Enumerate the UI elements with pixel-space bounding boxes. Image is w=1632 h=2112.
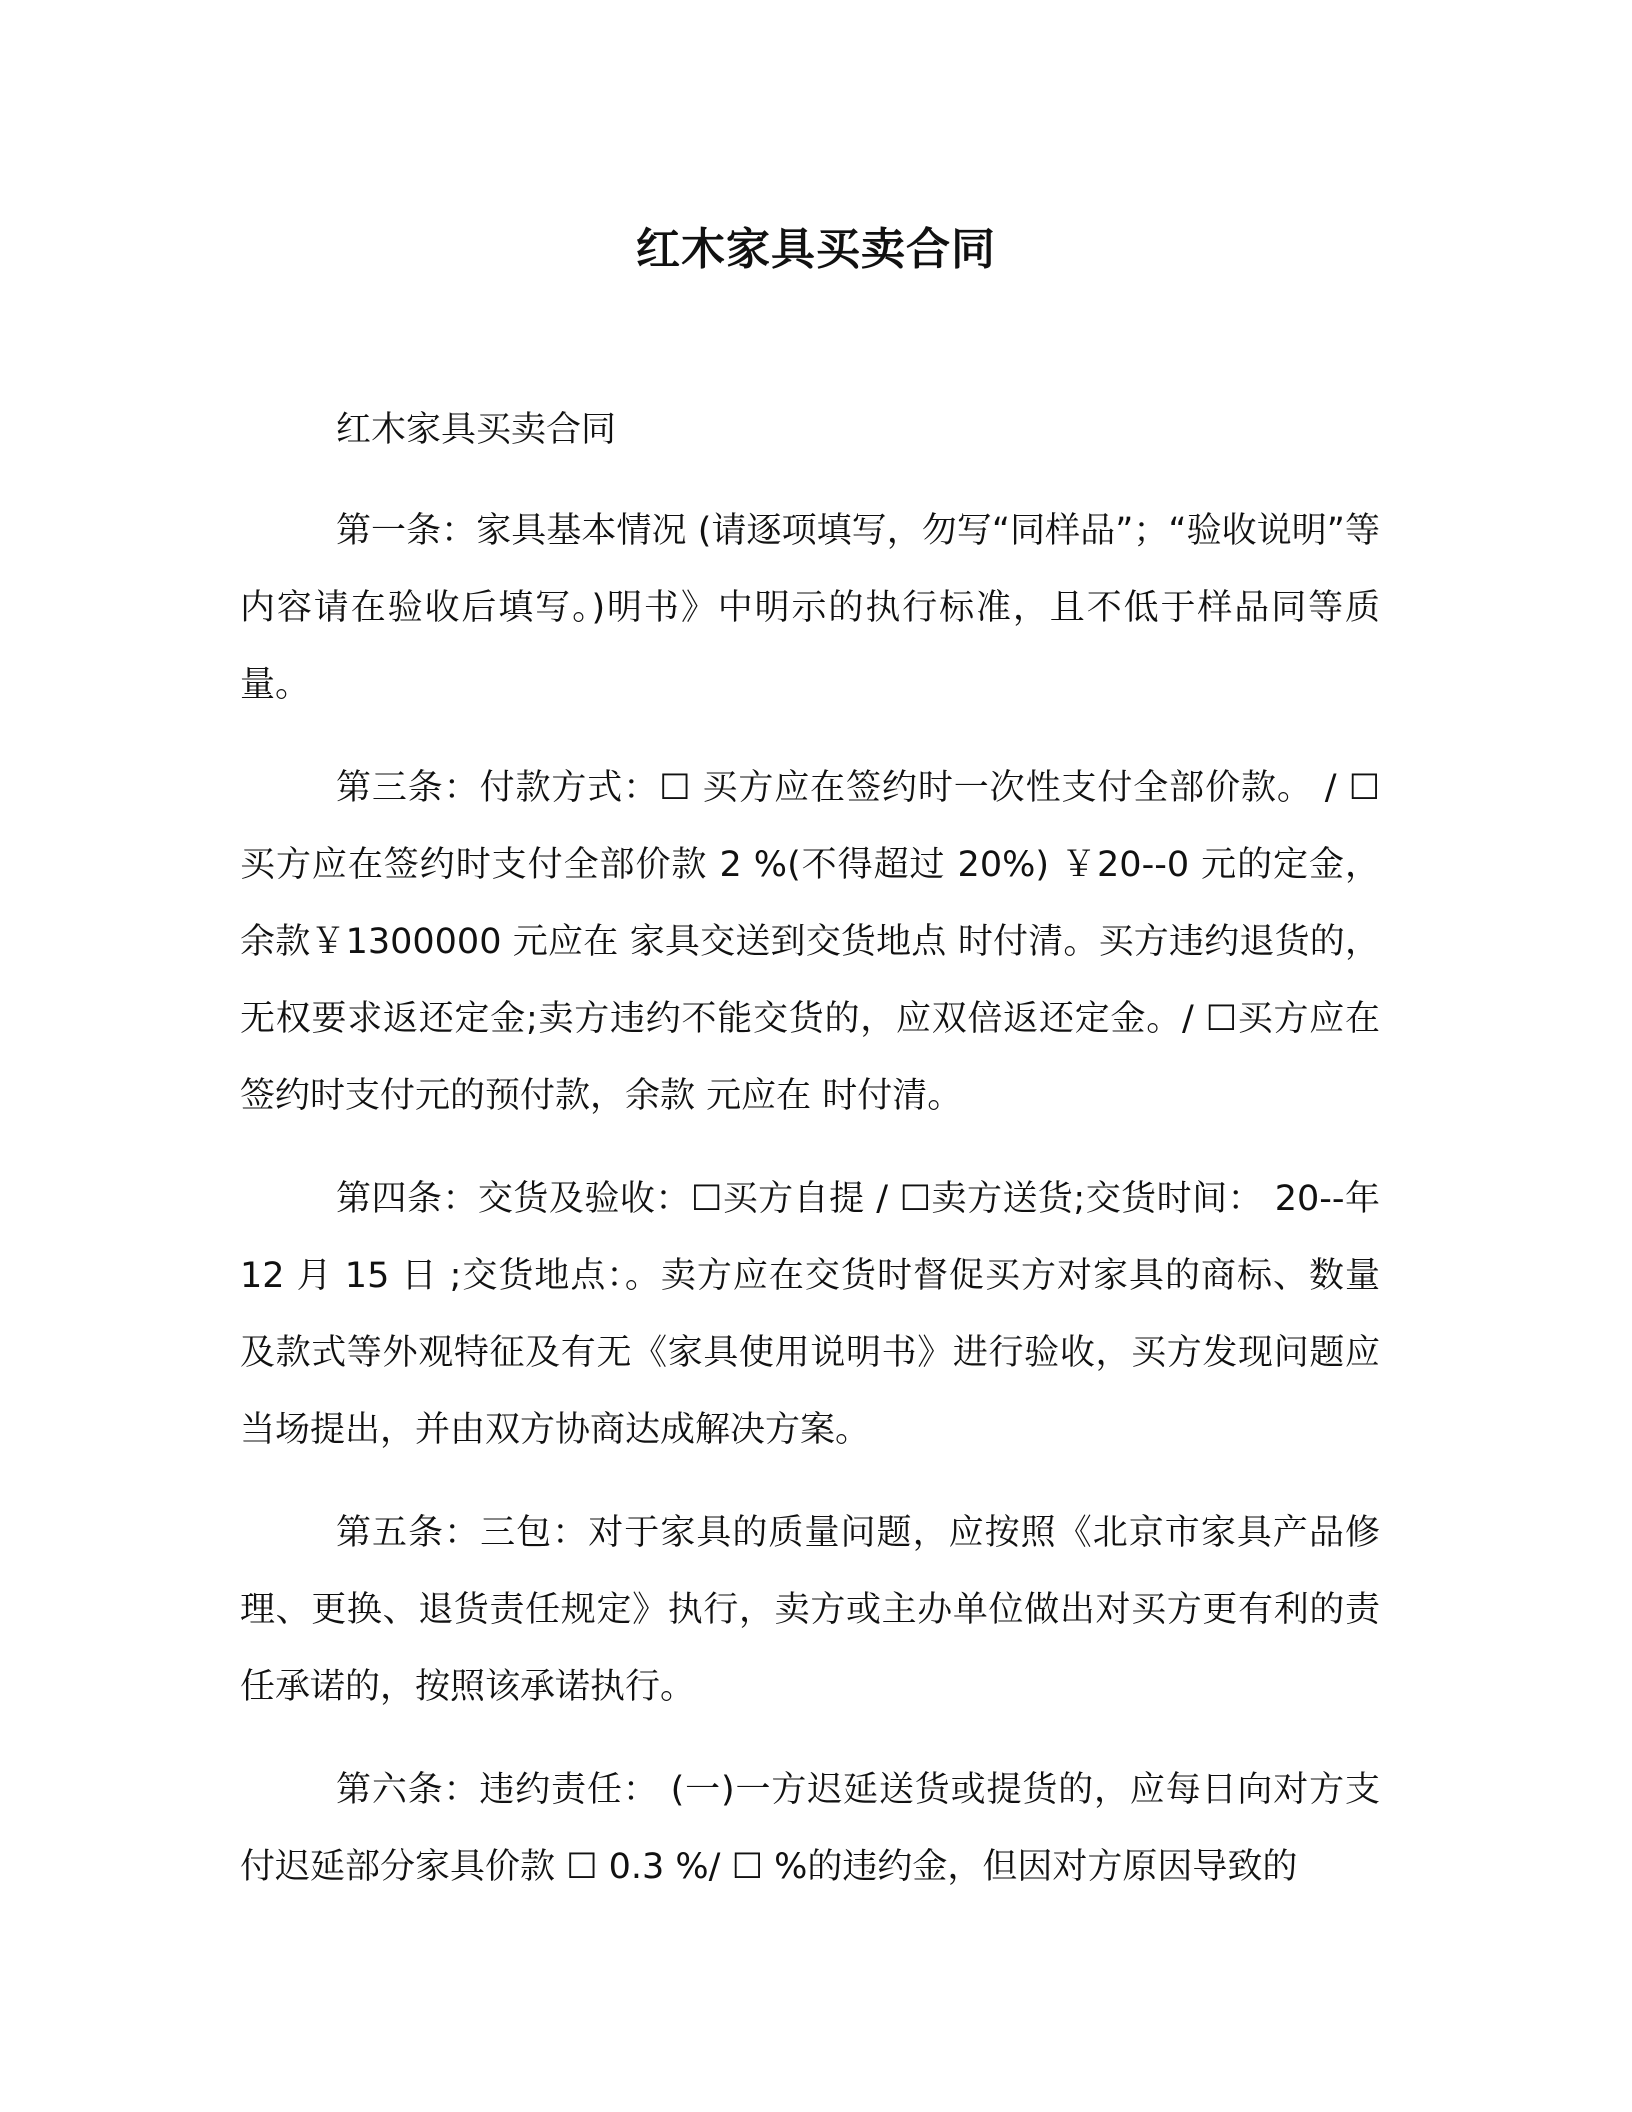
clause-3-paragraph: 第三条：付款方式：☐ 买方应在签约时一次性支付全部价款。 / ☐ 买方应在签约时支付全部价款 2 %(不得超过 20%) ￥20--0 元的定金，余款￥1300000 元应在 家具交送到交货地点 时付清。买方违约退货的，无权要求返还定金;卖方违约不能交货的，应双倍返还定金。/ ☐买方应在签约时支付元的预付款，余款 元应在 时付清。 bbox=[240, 768, 1380, 1116]
clause-1-paragraph: 第一条：家具基本情况 (请逐项填写，勿写“同样品”；“验收说明”等内容请在验收后填写。)明书》中明示的执行标准，且不低于样品同等质量。 bbox=[240, 511, 1380, 705]
document-subtitle: 红木家具买卖合同 bbox=[336, 410, 617, 450]
clause-5-paragraph: 第五条：三包：对于家具的质量问题，应按照《北京市家具产品修理、更换、退货责任规定》执行，卖方或主办单位做出对买方更有利的责任承诺的，按照该承诺执行。 bbox=[240, 1513, 1380, 1707]
document-title: 红木家具买卖合同 bbox=[636, 224, 996, 275]
document-body bbox=[240, 392, 1380, 1932]
clause-6-paragraph: 第六条：违约责任： (一)一方迟延送货或提货的，应每日向对方支付迟延部分家具价款 ☐ 0.3 %/ ☐ %的违约金，但因对方原因导致的 bbox=[240, 1770, 1380, 1887]
clause-4-paragraph: 第四条：交货及验收：☐买方自提 / ☐卖方送货;交货时间： 20--年 12 月 15 日 ;交货地点：。卖方应在交货时督促买方对家具的商标、数量及款式等外观特征及有无《家具使用说明书》进行验收，买方发现问题应当场提出，并由双方协商达成解决方案。 bbox=[240, 1179, 1380, 1450]
